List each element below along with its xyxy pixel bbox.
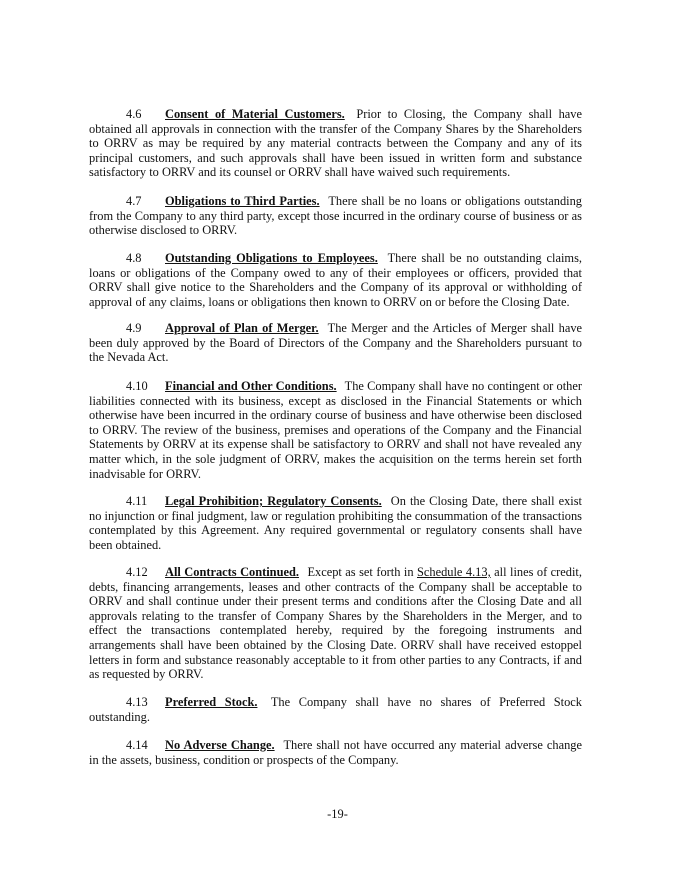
section-text: There shall be no loans or obligations outstanding from the Company to any third party, except those incurred in the ordinary course of business or as otherwise disclosed to ORRV. [89, 194, 582, 238]
section-4-7: 4.7 Obligations to Third Parties. There shall be no loans or obligations outstanding from the Company to any third party, except those incurred in the ordinary course of business or as otherwise disclosed to ORRV. [89, 194, 582, 238]
section-title: No Adverse Change. [165, 738, 275, 752]
section-text-before: Except as set forth in [307, 565, 417, 579]
section-text: There shall not have occurred any material adverse change in the assets, business, condition or prospects of the Company. [89, 738, 582, 767]
section-title: Approval of Plan of Merger. [165, 321, 319, 335]
section-title: Legal Prohibition; Regulatory Consents. [165, 494, 382, 508]
section-4-12: 4.12 All Contracts Continued. Except as set forth in Schedule 4.13, all lines of credit, debts, financing arrangements, leases and other contracts of the Company shall be acceptable to ORRV and shall continue under their present terms and conditions after the Closing Date and all approvals relating to the transfer of Company Shares by the Shareholders in the Merger, and to effect the transactions contemplated hereby, required by the foregoing instruments and arrangements shall have been obtained by the Closing Date. ORRV shall have received estoppel letters in form and substance reasonably acceptable to it from other parties to any Contracts, if and as requested by ORRV. [89, 565, 582, 682]
schedule-reference: Schedule 4.13, [417, 565, 491, 579]
section-4-8: 4.8 Outstanding Obligations to Employees. There shall be no outstanding claims, loans or obligations of the Company owed to any of their employees or officers, provided that ORRV shall give notice to the Shareholders and the Company of its approval or withholding of approval of any claims, loans or obligations then known to ORRV on or before the Closing Date. [89, 251, 582, 309]
section-4-11: 4.11 Legal Prohibition; Regulatory Consents. On the Closing Date, there shall exist no injunction or final judgment, law or regulation prohibiting the consummation of the transactions contemplated by this Agreement. Any required governmental or regulatory consents shall have been obtained. [89, 494, 583, 552]
section-title: Preferred Stock. [165, 695, 258, 709]
section-title: Consent of Material Customers. [165, 107, 345, 121]
section-title: Outstanding Obligations to Employees. [165, 251, 378, 265]
section-4-9: 4.9 Approval of Plan of Merger. The Merger and the Articles of Merger shall have been duly approved by the Board of Directors of the Company and the Shareholders pursuant to the Nevada Act. [89, 321, 583, 365]
section-title: All Contracts Continued. [165, 565, 299, 579]
section-title: Obligations to Third Parties. [165, 194, 320, 208]
section-text: all lines of credit, debts, financing arrangements, leases and other contracts of the Company shall be acceptable to ORRV and shall continue under their present terms and conditions after the Closing Date and all approvals relating to the transfer of Company Shares by the Shareholders in the Merger, and to effect the transactions contemplated hereby, required by the foregoing instruments and arrangements shall have been obtained by the Closing Date. ORRV shall have received estoppel letters in form and substance reasonably acceptable to it from other parties to any Contracts, if and as requested by ORRV. [89, 565, 582, 682]
section-4-14: 4.14 No Adverse Change. There shall not have occurred any material adverse change in the assets, business, condition or prospects of the Company. [89, 738, 582, 767]
section-4-10: 4.10 Financial and Other Conditions. The Company shall have no contingent or other liabilities connected with its business, except as disclosed in the Financial Statements or which otherwise have been incurred in the ordinary course of business and have otherwise been disclosed to ORRV. The review of the business, premises and operations of the Company and the Financial Statements by ORRV at its expense shall be satisfactory to ORRV and shall not have revealed any matter which, in the sole judgment of ORRV, makes the acquisition on the terms herein set forth inadvisable for ORRV. [89, 379, 582, 481]
section-4-6: 4.6 Consent of Material Customers. Prior to Closing, the Company shall have obtained all approvals in connection with the transfer of the Company Shares by the Shareholders to ORRV as may be required by any material contracts between the Company and any of its principal customers, and such approvals shall have been issued in written form and substance satisfactory to ORRV and its counsel or ORRV shall have waived such requirements. [89, 107, 582, 180]
section-text: The Merger and the Articles of Merger shall have been duly approved by the Board of Directors of the Company and the Shareholders pursuant to the Nevada Act. [89, 321, 583, 365]
page-number: -19- [327, 807, 348, 821]
section-text: On the Closing Date, there shall exist no injunction or final judgment, law or regulation prohibiting the consummation of the transactions contemplated by this Agreement. Any required governmental or regulatory consents shall have been obtained. [89, 494, 583, 552]
section-text: There shall be no outstanding claims, loans or obligations of the Company owed to any of their employees or officers, provided that ORRV shall give notice to the Shareholders and the Company of its approval or withholding of approval of any claims, loans or obligations then known to ORRV on or before the Closing Date. [89, 251, 582, 309]
section-title: Financial and Other Conditions. [165, 379, 337, 393]
section-text: The Company shall have no shares of Preferred Stock outstanding. [89, 695, 583, 724]
section-text: Prior to Closing, the Company shall have obtained all approvals in connection with the transfer of the Company Shares by the Shareholders to ORRV as may be required by any material contracts between the Company and any of its principal customers, and such approvals shall have been issued in written form and substance satisfactory to ORRV and its counsel or ORRV shall have waived such requirements. [89, 107, 582, 180]
section-text: The Company shall have no contingent or other liabilities connected with its business, except as disclosed in the Financial Statements or which otherwise have been incurred in the ordinary course of business and have otherwise been disclosed to ORRV. The review of the business, premises and operations of the Company and the Financial Statements by ORRV at its expense shall be satisfactory to ORRV and shall not have revealed any matter which, in the sole judgment of ORRV, makes the acquisition on the terms herein set forth inadvisable for ORRV. [89, 379, 582, 481]
section-4-13: 4.13 Preferred Stock. The Company shall have no shares of Preferred Stock outstanding. [89, 695, 583, 724]
